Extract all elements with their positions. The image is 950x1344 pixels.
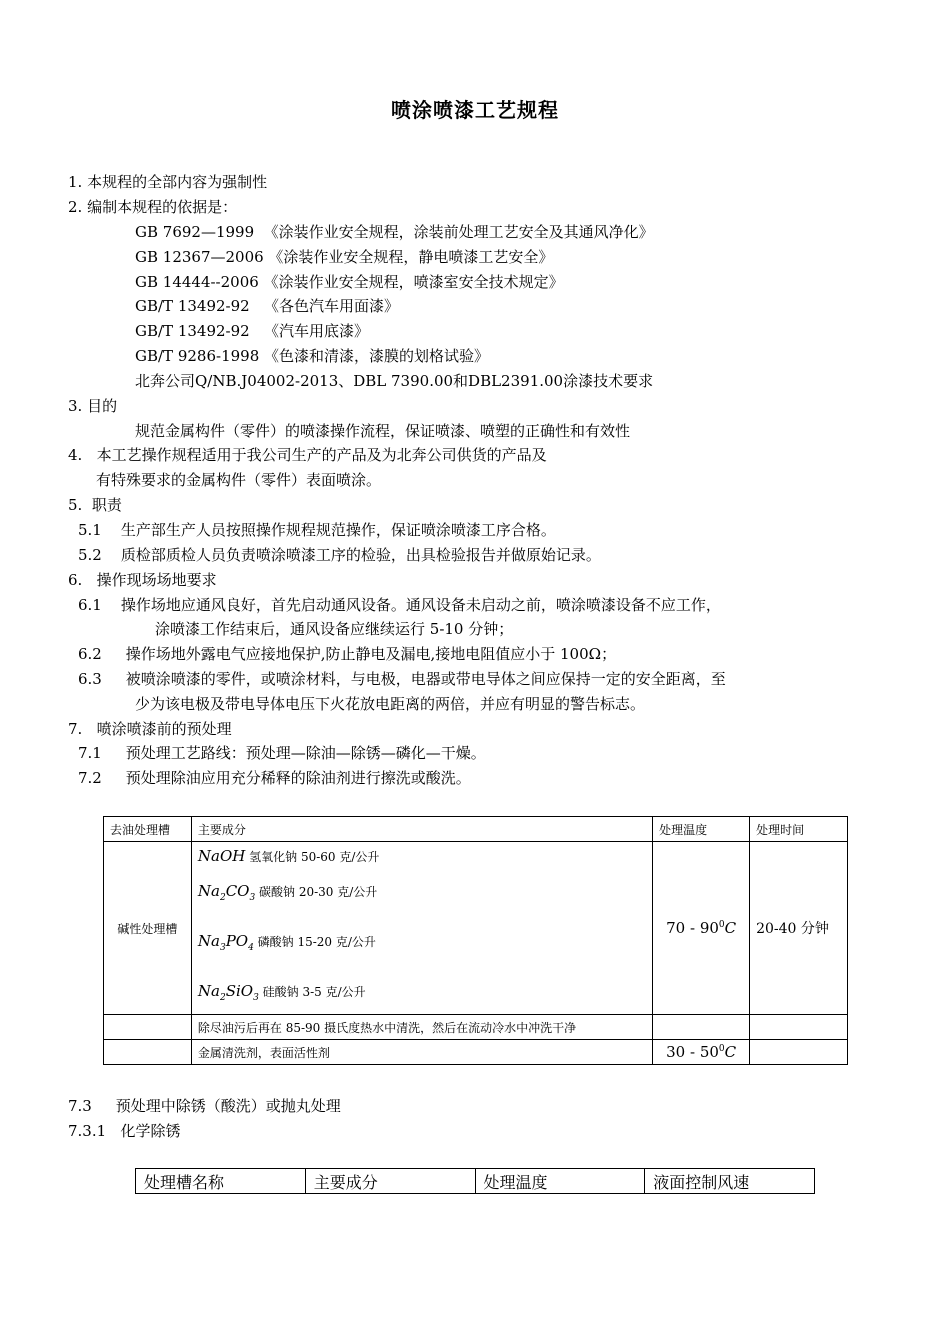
time-alkaline: 20-40 分钟 (750, 842, 848, 1015)
standard-gb7692: GB 7692—1999 《涂装作业安全规程，涂装前处理工艺安全及其通风净化》 (135, 223, 654, 241)
section-4-cont: 有特殊要求的金属构件（零件）表面喷涂。 (96, 471, 382, 489)
header-wind-speed: 液面控制风速 (645, 1169, 815, 1194)
standard-gbt9286: GB/T 9286-1998 《色漆和清漆，漆膜的划格试验》 (135, 347, 490, 365)
component-na3po4: $Na_3PO_4$ 磷酸钠 15-20 克/公升 (197, 932, 376, 953)
standard-gbt13492-a: GB/T 13492-92 《各色汽车用面漆》 (135, 297, 400, 315)
header-tank: 去油处理槽 (104, 817, 192, 842)
section-7-3-1: 7.3.1 化学除锈 (68, 1122, 181, 1140)
document-title: 喷涂喷漆工艺规程 (391, 98, 559, 122)
component-list (191, 842, 652, 1015)
temp-cleaner: $30 - 50^0C$ (653, 1040, 750, 1065)
section-2: 2. 编制本规程的依据是： (68, 198, 238, 216)
empty-time-cell-2 (750, 1040, 848, 1065)
header-time: 处理时间 (750, 817, 848, 842)
header-tank-name: 处理槽名称 (136, 1169, 306, 1194)
empty-temp-cell (653, 1015, 750, 1040)
rust-removal-table (135, 1168, 815, 1194)
header-main-component: 主要成分 (305, 1169, 475, 1194)
section-3: 3. 目的 (68, 397, 118, 415)
component-na2co3: $Na_2CO_3$ 碳酸钠 20-30 克/公升 (197, 882, 378, 903)
section-6-3-cont: 少为该电极及带电导体电压下火花放电距离的两倍，并应有明显的警告标志。 (135, 695, 646, 713)
purpose-text: 规范金属构件（零件）的喷漆操作流程，保证喷漆、喷塑的正确性和有效性 (135, 422, 631, 440)
section-7: 7. 喷涂喷漆前的预处理 (68, 720, 232, 738)
empty-time-cell-1 (750, 1015, 848, 1040)
temp-alkaline: $70 - 90^0C$ (653, 842, 750, 1015)
section-6-1: 6.1 操作场地应通风良好，首先启动通风设备。通风设备未启动之前，喷涂喷漆设备不应工作， (78, 596, 721, 614)
standard-gb14444: GB 14444--2006 《涂装作业安全规程，喷漆室安全技术规定》 (135, 273, 564, 291)
section-7-3: 7.3 预处理中除锈（酸洗）或抛丸处理 (68, 1097, 341, 1115)
section-7-1: 7.1 预处理工艺路线：预处理—除油—除锈—磷化—干燥。 (78, 744, 486, 762)
section-6: 6. 操作现场场地要求 (68, 571, 217, 589)
section-5-2: 5.2 质检部质检人员负责喷涂喷漆工序的检验，出具检验报告并做原始记录。 (78, 546, 601, 564)
section-1: 1. 本规程的全部内容为强制性 (68, 173, 268, 191)
standard-gbt13492-b: GB/T 13492-92 《汽车用底漆》 (135, 322, 370, 340)
component-naoh: NaOH 氢氧化钠 50-60 克/公升 (197, 847, 380, 865)
standard-gb12367: GB 12367—2006 《涂装作业安全规程，静电喷漆工艺安全》 (135, 248, 554, 266)
section-6-2: 6.2 操作场地外露电气应接地保护,防止静电及漏电,接地电阻值应小于 100Ω； (78, 645, 617, 663)
header-process-temp: 处理温度 (475, 1169, 645, 1194)
header-temp: 处理温度 (653, 817, 750, 842)
section-6-1-cont: 涂喷漆工作结束后，通风设备应继续运行 5-10 分钟； (155, 620, 514, 638)
section-4: 4. 本工艺操作规程适用于我公司生产的产品及为北奔公司供货的产品及 (68, 446, 547, 464)
empty-label-cell-1 (104, 1015, 192, 1040)
empty-label-cell-2 (104, 1040, 192, 1065)
standard-beiben: 北奔公司Q/NB.J04002-2013、DBL 7390.00和DBL2391.00涂漆技术要求 (135, 372, 654, 390)
header-component: 主要成分 (191, 817, 652, 842)
wash-note: 除尽油污后再在 85-90 摄氏度热水中清洗，然后在流动冷水中冲洗干净 (191, 1015, 652, 1040)
component-na2sio3: $Na_2SiO_3$ 硅酸钠 3-5 克/公升 (197, 982, 366, 1003)
section-7-2: 7.2 预处理除油应用充分稀释的除油剂进行擦洗或酸洗。 (78, 769, 471, 787)
alkaline-tank-label: 碱性处理槽 (104, 842, 192, 1015)
degreasing-table (103, 816, 848, 1065)
section-6-3: 6.3 被喷涂喷漆的零件，或喷涂材料，与电极，电器或带电导体之间应保持一定的安全距离，至 (78, 670, 726, 688)
section-5: 5. 职责 (68, 496, 122, 514)
section-5-1: 5.1 生产部生产人员按照操作规程规范操作，保证喷涂喷漆工序合格。 (78, 521, 556, 539)
cleaner-agent: 金属清洗剂，表面活性剂 (191, 1040, 652, 1065)
